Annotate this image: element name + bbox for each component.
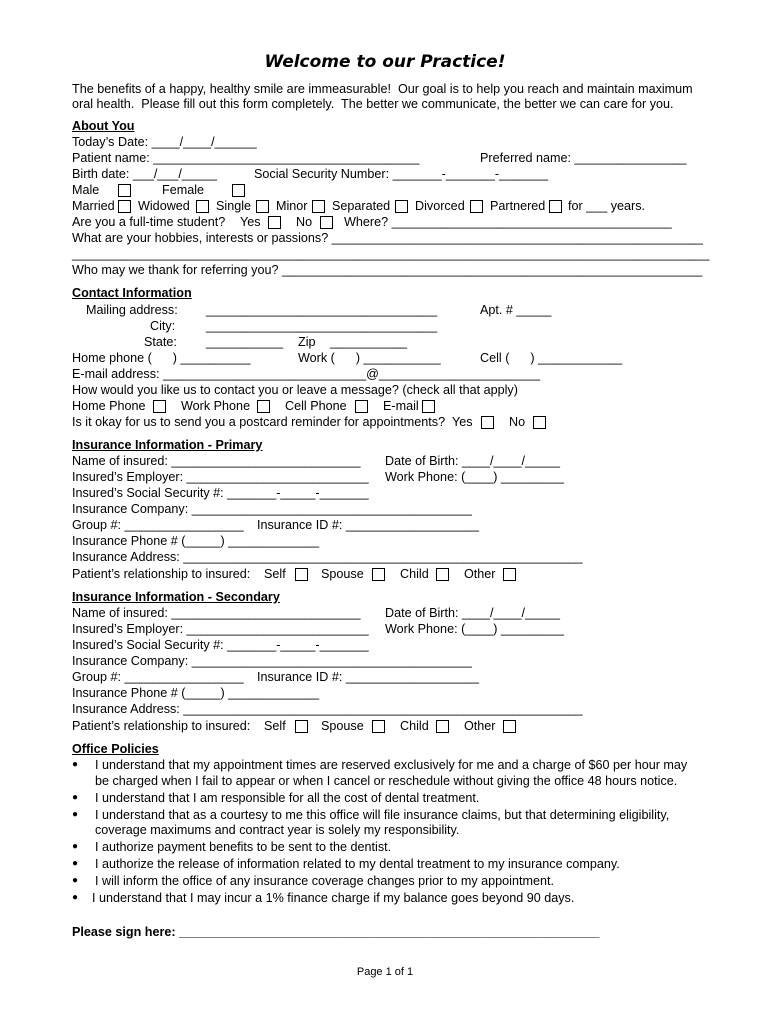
zip-label: Zip <box>298 335 316 349</box>
secondary-child-checkbox[interactable] <box>436 720 449 733</box>
mailing-address-label: Mailing address: <box>86 303 178 317</box>
primary-spouse-label: Spouse <box>321 567 364 581</box>
married-label: Married <box>72 199 115 213</box>
secondary-other-checkbox[interactable] <box>503 720 516 733</box>
primary-other-label: Other <box>464 567 496 581</box>
policy-item-3: I understand that as a courtesy to me this office will file insurance claims, but that determining eligibility, <box>95 808 670 822</box>
policy-bullet: ● <box>72 875 79 886</box>
pref-home-phone-checkbox[interactable] <box>153 400 166 413</box>
policy-item-5: I authorize the release of information related to my dental treatment to my insurance company. <box>95 857 620 871</box>
mailing-address-field[interactable]: _________________________________ <box>206 303 438 317</box>
school-where-field[interactable]: Where? ________________________________________ <box>344 215 672 229</box>
separated-label: Separated <box>332 199 391 213</box>
secondary-spouse-checkbox[interactable] <box>372 720 385 733</box>
ssn-field[interactable]: Social Security Number: _______-_______-_______ <box>254 167 549 181</box>
partnered-label: Partnered <box>490 199 546 213</box>
secondary-dob-field[interactable]: Date of Birth: ____/____/_____ <box>385 606 561 620</box>
male-checkbox[interactable] <box>118 184 131 197</box>
postcard-no-label: No <box>509 415 526 429</box>
student-yes-label: Yes <box>240 215 261 229</box>
minor-label: Minor <box>276 199 308 213</box>
policy-item-4: I authorize payment benefits to be sent to the dentist. <box>95 840 392 854</box>
pref-cell-phone-label: Cell Phone <box>285 399 347 413</box>
pref-home-phone-label: Home Phone <box>72 399 146 413</box>
secondary-employer-field[interactable]: Insured’s Employer: __________________________ <box>72 622 369 636</box>
signature-field[interactable]: Please sign here: ____________________________________________________________ <box>72 925 600 939</box>
partnered-years-field[interactable]: for ___ years. <box>568 199 646 213</box>
form-title: Welcome to our Practice! <box>264 52 506 72</box>
section-secondary-insurance-heading: Insurance Information - Secondary <box>72 590 280 604</box>
primary-child-checkbox[interactable] <box>436 568 449 581</box>
intro-line-1: The benefits of a happy, healthy smile are immeasurable! Our goal is to help you reach and maintain maximum <box>72 82 693 96</box>
policy-item-1: I understand that my appointment times are reserved exclusively for me and a charge of $60 per hour may <box>95 758 688 772</box>
email-field[interactable]: E-mail address: _____________________________@_______________________ <box>72 367 540 381</box>
separated-checkbox[interactable] <box>395 200 408 213</box>
student-question: Are you a full-time student? <box>72 215 226 229</box>
female-label: Female <box>162 183 204 197</box>
primary-ssn-field[interactable]: Insured’s Social Security #: _______-_____-_______ <box>72 486 369 500</box>
secondary-work-phone-field[interactable]: Work Phone: (____) _________ <box>385 622 565 636</box>
state-field[interactable]: ___________ <box>206 335 284 349</box>
primary-other-checkbox[interactable] <box>503 568 516 581</box>
page-number: Page 1 of 1 <box>356 966 414 978</box>
policy-item-1-continued: be charged when I fail to appear or when I cancel or reschedule without giving the office 48 hours notice. <box>95 774 678 788</box>
contact-preference-question: How would you like us to contact you or leave a message? (check all that apply) <box>72 383 518 397</box>
policy-item-7: I understand that I may incur a 1% finance charge if my balance goes beyond 90 days. <box>92 891 575 905</box>
policy-bullet: ● <box>72 841 79 852</box>
primary-self-label: Self <box>264 567 286 581</box>
work-phone-field[interactable]: Work ( ) ___________ <box>298 351 441 365</box>
secondary-insurance-phone-field[interactable]: Insurance Phone # (_____) _____________ <box>72 686 320 700</box>
primary-spouse-checkbox[interactable] <box>372 568 385 581</box>
secondary-self-label: Self <box>264 719 286 733</box>
divorced-checkbox[interactable] <box>470 200 483 213</box>
pref-cell-phone-checkbox[interactable] <box>355 400 368 413</box>
secondary-relationship-label: Patient’s relationship to insured: <box>72 719 251 733</box>
postcard-no-checkbox[interactable] <box>533 416 546 429</box>
secondary-self-checkbox[interactable] <box>295 720 308 733</box>
student-no-label: No <box>296 215 313 229</box>
student-no-checkbox[interactable] <box>320 216 333 229</box>
widowed-label: Widowed <box>138 199 190 213</box>
policy-item-3-continued: coverage maximums and contract year is solely my responsibility. <box>95 823 460 837</box>
section-primary-insurance-heading: Insurance Information - Primary <box>72 438 263 452</box>
divorced-label: Divorced <box>415 199 465 213</box>
state-label: State: <box>144 335 177 349</box>
secondary-other-label: Other <box>464 719 496 733</box>
preferred-name-field[interactable]: Preferred name: ________________ <box>480 151 687 165</box>
pref-email-label: E-mail <box>383 399 419 413</box>
primary-insurance-id-field[interactable]: Insurance ID #: ___________________ <box>257 518 479 532</box>
city-field[interactable]: _________________________________ <box>206 319 438 333</box>
primary-self-checkbox[interactable] <box>295 568 308 581</box>
female-checkbox[interactable] <box>232 184 245 197</box>
hobbies-field[interactable]: What are your hobbies, interests or passions? _____________________________________________________ <box>72 231 703 245</box>
secondary-ssn-field[interactable]: Insured’s Social Security #: _______-_____-_______ <box>72 638 369 652</box>
student-yes-checkbox[interactable] <box>268 216 281 229</box>
policy-bullet: ● <box>72 809 79 820</box>
primary-relationship-label: Patient’s relationship to insured: <box>72 567 251 581</box>
pref-email-checkbox[interactable] <box>422 400 435 413</box>
birth-date-field[interactable]: Birth date: ___/___/_____ <box>72 167 217 181</box>
widowed-checkbox[interactable] <box>196 200 209 213</box>
secondary-insured-name-field[interactable]: Name of insured: ___________________________ <box>72 606 361 620</box>
primary-company-field[interactable]: Insurance Company: ________________________________________ <box>72 502 472 516</box>
primary-insurance-address-field[interactable]: Insurance Address: _________________________________________________________ <box>72 550 583 564</box>
policy-bullet: ● <box>72 759 79 770</box>
secondary-insurance-address-field[interactable]: Insurance Address: _________________________________________________________ <box>72 702 583 716</box>
todays-date-field[interactable]: Today’s Date: ____/____/______ <box>72 135 257 149</box>
hobbies-continuation-line[interactable]: ___________________________________________________________________________________________ <box>72 247 710 261</box>
policy-bullet: ● <box>72 792 79 803</box>
primary-child-label: Child <box>400 567 429 581</box>
primary-insured-name-field[interactable]: Name of insured: ___________________________ <box>72 454 361 468</box>
city-label: City: <box>150 319 176 333</box>
intro-line-2: oral health. Please fill out this form completely. The better we communicate, the better we can care for you. <box>72 97 674 111</box>
policy-item-6: I will inform the office of any insurance coverage changes prior to my appointment. <box>95 874 554 888</box>
postcard-yes-checkbox[interactable] <box>481 416 494 429</box>
primary-dob-field[interactable]: Date of Birth: ____/____/_____ <box>385 454 561 468</box>
policy-bullet: ● <box>72 858 79 869</box>
married-checkbox[interactable] <box>118 200 131 213</box>
secondary-insurance-id-field[interactable]: Insurance ID #: ___________________ <box>257 670 479 684</box>
primary-work-phone-field[interactable]: Work Phone: (____) _________ <box>385 470 565 484</box>
policy-item-2: I understand that I am responsible for all the cost of dental treatment. <box>95 791 480 805</box>
secondary-company-field[interactable]: Insurance Company: ________________________________________ <box>72 654 472 668</box>
male-label: Male <box>72 183 100 197</box>
zip-field[interactable]: ___________ <box>330 335 408 349</box>
pref-work-phone-checkbox[interactable] <box>257 400 270 413</box>
pref-work-phone-label: Work Phone <box>181 399 251 413</box>
section-policies-heading: Office Policies <box>72 742 159 756</box>
secondary-group-field[interactable]: Group #: _________________ <box>72 670 244 684</box>
primary-employer-field[interactable]: Insured’s Employer: __________________________ <box>72 470 369 484</box>
postcard-question: Is it okay for us to send you a postcard reminder for appointments? <box>72 415 446 429</box>
single-checkbox[interactable] <box>256 200 269 213</box>
minor-checkbox[interactable] <box>312 200 325 213</box>
home-phone-field[interactable]: Home phone ( ) __________ <box>72 351 251 365</box>
apt-field[interactable]: Apt. # _____ <box>480 303 552 317</box>
postcard-yes-label: Yes <box>452 415 473 429</box>
secondary-spouse-label: Spouse <box>321 719 364 733</box>
partnered-checkbox[interactable] <box>549 200 562 213</box>
section-about-heading: About You <box>72 119 135 133</box>
primary-insurance-phone-field[interactable]: Insurance Phone # (_____) _____________ <box>72 534 320 548</box>
primary-group-field[interactable]: Group #: _________________ <box>72 518 244 532</box>
referral-field[interactable]: Who may we thank for referring you? ____________________________________________________________ <box>72 263 703 277</box>
secondary-child-label: Child <box>400 719 429 733</box>
patient-name-field[interactable]: Patient name: ______________________________________ <box>72 151 420 165</box>
single-label: Single <box>216 199 252 213</box>
policy-bullet: ● <box>72 892 79 903</box>
section-contact-heading: Contact Information <box>72 286 192 300</box>
cell-phone-field[interactable]: Cell ( ) ____________ <box>480 351 623 365</box>
